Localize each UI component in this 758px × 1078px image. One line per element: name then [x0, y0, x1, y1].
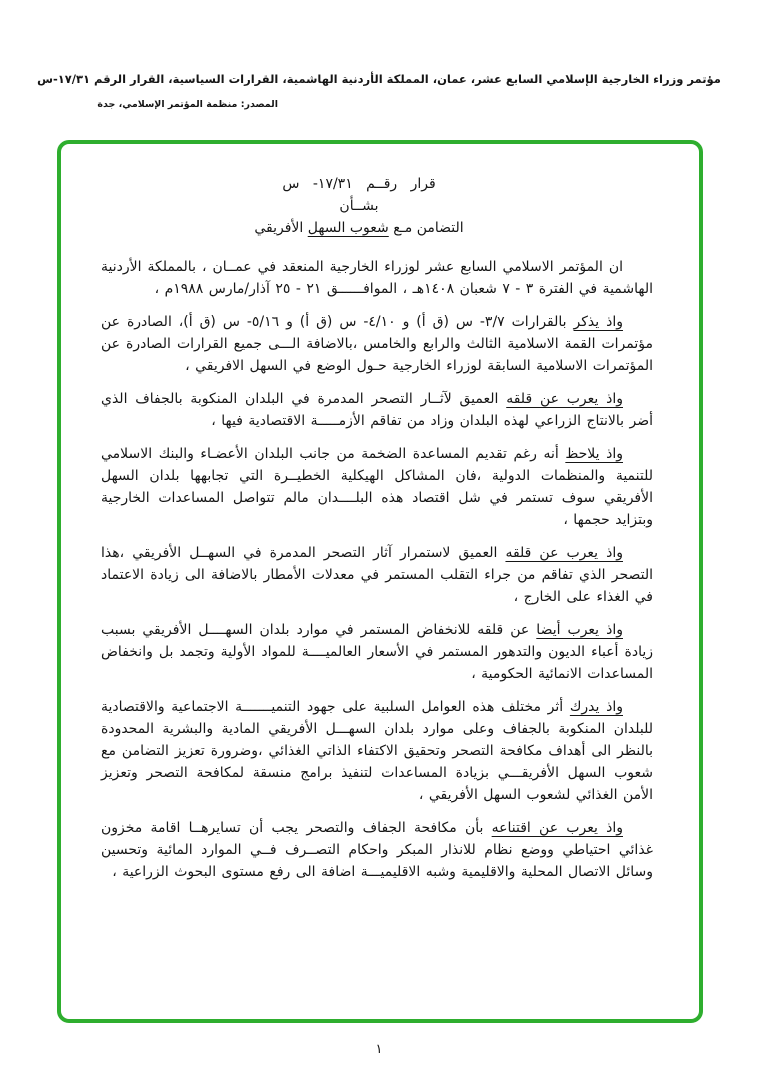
text-run: التضامن مـع — [388, 220, 464, 236]
document-header-line1: مؤتمر وزراء الخارجية الإسلامي السابع عشر، عمان، المملكة الأردنية الهاشمية، القرارات السياسية، القرار الرقم ١٧/٣١-س — [37, 72, 721, 86]
paragraph-text: أثر مختلف هذه العوامل السلبية على جهود التنميـــــــة الاجتماعية والاقتصادية للبلدان المنكوبة بالجفاف وعلى موارد بلدان السهـــل الأفريقي المادية والبشرية المحدودة بالنظر الى أهداف مكافحة التصحر وتحقيق الاكتفاء الذاتي الغذائي ،وضرورة تعزيز التضامن مع شعوب السهل الأفريقـــي بزيادة المساعدات لتنفيذ برامج منسقة لمكافحة التصحر وتعزيز الأمن الغذائي لشعوب السهل الأفريقي ، — [101, 699, 653, 803]
paragraph-text: بأن مكافحة الجفاف والتصحر يجب أن تسايرهــا اقامة مخزون غذائي احتياطي ووضع نظام للانذار المبكر واحكام التصــرف فــي الموارد المائية وتحسين وسائل الاتصال المحلية والاقليمية وشبه الاقليميـــة اضافة الى رفع مستوى البحوث الزراعية ، — [101, 820, 653, 880]
paragraph-lead-underlined: واذ يعرب أيضا — [536, 622, 623, 638]
paragraph — [101, 443, 653, 531]
paragraph — [101, 256, 653, 300]
text-run: الأفريقي — [254, 220, 308, 236]
paragraph-text: عن قلقه للانخفاض المستمر في موارد بلدان السهــــل الأفريقي بسبب زيادة أعباء الديون والتدهور المستمر في الأسعار العالميــــة للمواد الأولية وتجمد بل وانخفاض المساعدات الانمائية الحكومية ، — [101, 622, 653, 682]
document-header-source: المصدر: منظمة المؤتمر الإسلامي، جدة — [97, 99, 278, 110]
paragraph — [101, 311, 653, 377]
title-regarding: بشــأن — [339, 198, 379, 214]
paragraph-lead-underlined: واذ يعرب عن قلقه — [505, 545, 623, 561]
paragraph-text: ان المؤتمر الاسلامي السابع عشر لوزراء الخارجية المنعقد في عمــان ، بالمملكة الأردنية الهاشمية في الفترة ٣ - ٧ شعبان ١٤٠٨هـ ، الموافــــــق ٢١ - ٢٥ آذار/مارس ١٩٨٨م ، — [101, 259, 653, 297]
paragraph-text: أنه رغم تقديم المساعدة الضخمة من جانب البلدان الأعضـاء والبنك الاسلامي للتنمية والمنظمات الدولية ،فان المشاكل الهيكلية الخطيــرة التي تجابهها بلدان السهل الأفريقي سوف تستمر في شل اقتصاد هذه البلــــدان مالم تتواصل المساعدات الخارجية وبتزايد حجمها ، — [101, 446, 653, 528]
paragraph-lead-underlined: واذ يعرب عن اقتناعه — [491, 820, 623, 836]
paragraph — [101, 542, 653, 608]
document-frame — [57, 140, 703, 1023]
paragraph-text: العميق لآثــار التصحر المدمرة في البلدان المنكوبة بالجفاف الذي أضر بالانتاج الزراعي لهذه البلدان وزاد من تفاقم الأزمـــــة الاقتصادية فيها ، — [101, 391, 653, 429]
paragraph-text: بالقرارات ٣/٧- س (ق أ) و ٤/١٠- س (ق أ) و ٥/١٦- س (ق أ)، الصادرة عن مؤتمرات القمة الاسلامية الثالث والرابع والخامس ،بالاضافة الـــى جميع القرارات الصادرة عن المؤتمرات الاسلامية السابقة لوزراء الخارجية حـول الوضع في السهل الافريقي ، — [101, 314, 653, 374]
paragraph — [101, 817, 653, 883]
paragraph-lead-underlined: واذ يلاحظ — [565, 446, 623, 462]
paragraph-lead-underlined: واذ يدرك — [569, 699, 623, 715]
title-subject — [83, 218, 635, 238]
page-number: ١ — [375, 1042, 383, 1057]
underlined-text: شعوب السهل — [307, 220, 389, 236]
document-paragraphs — [101, 256, 653, 883]
paragraph — [101, 388, 653, 432]
paragraph-lead-underlined: واذ يعرب عن قلقه — [506, 391, 623, 407]
paragraph — [101, 619, 653, 685]
paragraph-lead-underlined: واذ يذكر — [573, 314, 623, 330]
paragraph-text: العميق لاستمرار آثار التصحر المدمرة في السهــل الأفريقي ،هذا التصحر الذي تفاقم من جراء التقلب المستمر في معدلات الأمطار بالاضافة الى زيادة الاعتماد في الغذاء على الخارج ، — [101, 545, 653, 605]
resolution-number: قرار رقــم ١٧/٣١- س — [282, 176, 436, 192]
title-block — [83, 174, 635, 238]
paragraph — [101, 696, 653, 806]
